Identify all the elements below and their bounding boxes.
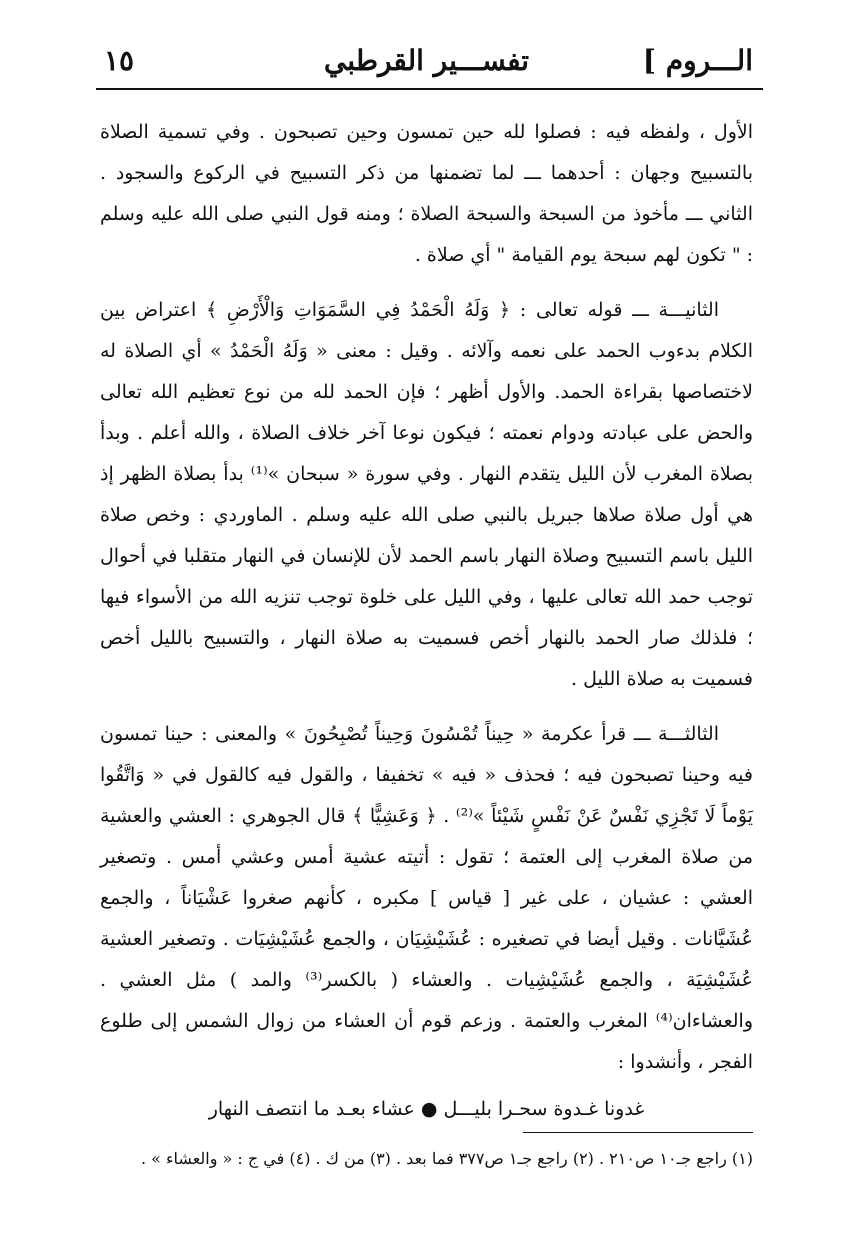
page-header	[100, 38, 753, 88]
book-title: تفســـير القرطبي	[323, 44, 530, 77]
poem-verse: غدونا غـدوة سحـرا بليـــل ● عشاء بعـد ما انتصف النهار	[208, 1098, 645, 1120]
header-divider	[96, 88, 763, 90]
page-number: ١٥	[104, 44, 135, 77]
paragraph-2: الثانيـــة ـــ قوله تعالى : ﴿ وَلَهُ الْحَمْدُ فِي السَّمَوَاتِ وَالْأَرْضِ ﴾ اعتراض بين الكلام بدءوب الحمد على نعمه وآلائه . وقيل : معنى « وَلَهُ الْحَمْدُ » أي الصلاة له لاختصاصها بقراءة الحمد. والأول أظهر ؛ فإن الحمد لله من نوع تعظيم الله تعالى والحض على عبادته ودوام نعمته ؛ فيكون نوعا آخر خلاف الصلاة ، والله أعلم . وبدأ بصلاة المغرب لأن الليل يتقدم النهار . وفي سورة « سبحان »⁽¹⁾ بدأ بصلاة الظهر إذ هي أول صلاة صلاها جبريل بالنبي صلى الله عليه وسلم . الماوردي : وخص صلاة الليل باسم التسبيح وصلاة النهار باسم الحمد لأن للإنسان في النهار متقلبا في أحوال توجب حمد الله تعالى عليها ، وفي الليل على خلوة توجب تنزيه الله من الأسواء فيها ؛ فلذلك صار الحمد بالنهار أخص فسميت به صلاة النهار ، والتسبيح بالليل أخص فسميت به صلاة الليل .	[100, 299, 753, 690]
paragraph-3: الثالثـــة ـــ قرأ عكرمة « حِيناً تُمْسُونَ وَحِيناً تُصْبِحُونَ » والمعنى : حينا تمسون فيه وحينا تصبحون فيه ؛ فحذف « فيه » تخفيفا ، والقول فيه كالقول في « وَاتَّقُوا يَوْماً لَا تَجْزِي نَفْسٌ عَنْ نَفْسٍ شَيْئاً »⁽²⁾ . ﴿ وَعَشِيًّا ﴾ قال الجوهري : العشي والعشية من صلاة المغرب إلى العتمة ؛ تقول : أتيته عشية أمس وعشي أمس . وتصغير العشي : عشيان ، على غير [ قياس ] مكبره ، كأنهم صغروا عَشْيَاناً ، والجمع عُشَيَّانات . وقيل أيضا في تصغيره : عُشَيْشِيَان ، والجمع عُشَيْشِيَات . وتصغير العشية عُشَيْشِيَة ، والجمع عُشَيْشِيات . والعشاء ( بالكسر⁽³⁾ والمد ) مثل العشي . والعشاءان⁽⁴⁾ المغرب والعتمة . وزعم قوم أن العشاء من زوال الشمس إلى طلوع الفجر ، وأنشدوا :	[100, 723, 753, 1073]
paragraph-1: الأول ، ولفظه فيه : فصلوا لله حين تمسون وحين تصبحون . وفي تسمية الصلاة بالتسبيح وجهان : أحدهما ـــ لما تضمنها من ذكر التسبيح في الركوع والسجود . الثاني ـــ مأخوذ من السبحة والسبحة الصلاة ؛ ومنه قول النبي صلى الله عليه وسلم : " تكون لهم سبحة يوم القيامة " أي صلاة .	[100, 121, 753, 266]
footnote-divider	[523, 1132, 753, 1133]
chapter-title: الـــروم ]	[642, 44, 753, 77]
main-text	[100, 112, 753, 1130]
footnotes: (١) راجع جـ١٠ ص٢١٠ . (٢) راجع جـ١ ص٣٧٧ فما بعد . (٣) من ك . (٤) في ج : « والعشاء » .	[140, 1149, 753, 1168]
